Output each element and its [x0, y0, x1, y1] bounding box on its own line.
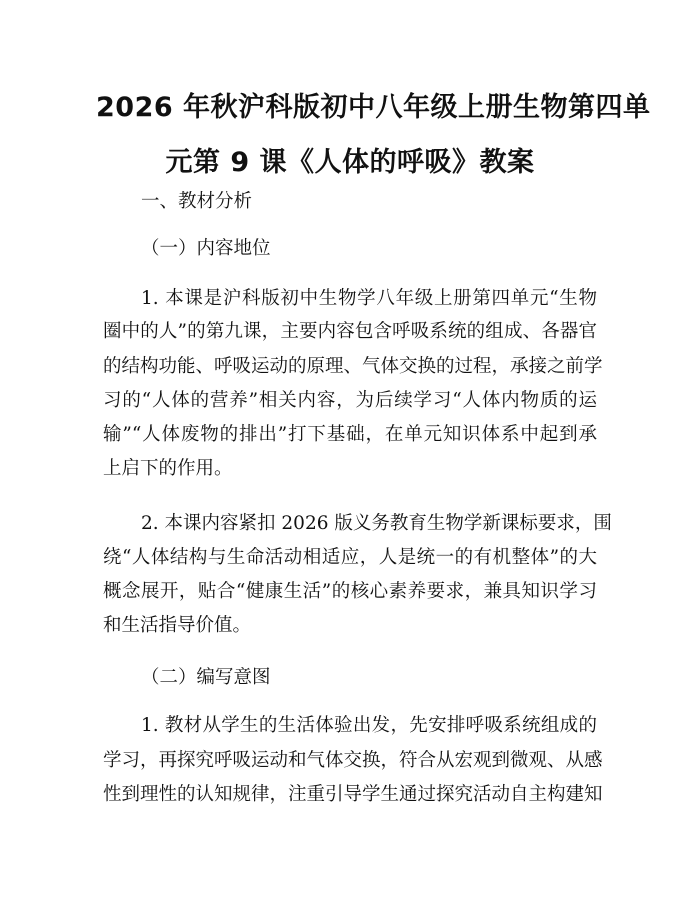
- paragraph-1-line-3: 的结构功能、呼吸运动的原理、气体交换的过程，承接之前学: [103, 356, 603, 377]
- paragraph-2-line-2: 绕“人体结构与生命活动相适应，人是统一的有机整体”的大: [103, 547, 597, 568]
- title-line-2: 元第 9 课《人体的呼吸》教案: [165, 147, 535, 178]
- paragraph-2-line-3: 概念展开，贴合“健康生活”的核心素养要求，兼具知识学习: [103, 581, 597, 602]
- paragraph-2-line-4: 和生活指导价值。: [103, 615, 252, 636]
- paragraph-3-line-1: 1. 教材从学生的生活体验出发，先安排呼吸系统组成的: [141, 715, 597, 736]
- paragraph-3-line-3: 性到理性的认知规律，注重引导学生通过探究活动自主构建知: [103, 784, 603, 805]
- section-heading-teaching-material-analysis: 一、教材分析: [141, 191, 253, 212]
- document-title: [96, 80, 651, 190]
- paragraph-1-line-5: 输”“人体废物的排出”打下基础，在单元知识体系中起到承: [103, 424, 597, 445]
- subsection-heading-writing-intent: （二）编写意图: [141, 667, 271, 688]
- paragraph-1-line-2: 圈中的人”的第九课，主要内容包含呼吸系统的组成、各器官: [103, 321, 597, 342]
- title-line-1: 2026 年秋沪科版初中八年级上册生物第四单: [96, 92, 651, 123]
- paragraph-2-line-1: 2. 本课内容紧扣 2026 版义务教育生物学新课标要求，围: [141, 513, 612, 534]
- paragraph-1-line-1: 1. 本课是沪科版初中生物学八年级上册第四单元“生物: [141, 288, 597, 309]
- subsection-heading-content-position: （一）内容地位: [141, 238, 271, 259]
- paragraph-1-line-6: 上启下的作用。: [103, 458, 233, 479]
- paragraph-1-line-4: 习的“人体的营养”相关内容，为后续学习“人体内物质的运: [103, 390, 597, 411]
- paragraph-3-line-2: 学习，再探究呼吸运动和气体交换，符合从宏观到微观、从感: [103, 750, 603, 771]
